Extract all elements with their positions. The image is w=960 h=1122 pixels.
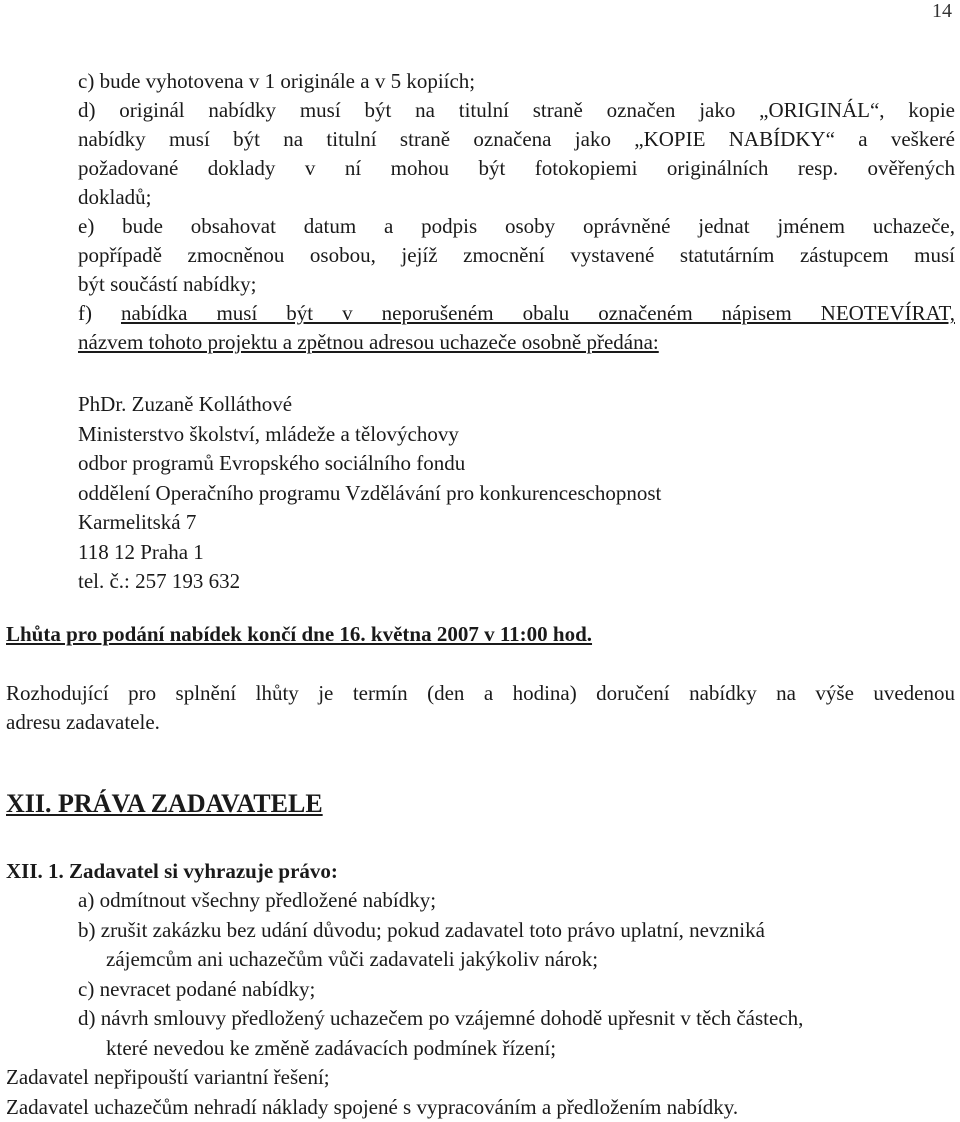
decisive-paragraph: [6, 679, 955, 737]
list-item-c: c) bude vyhotovena v 1 originále a v 5 kopiích;: [78, 67, 955, 96]
address-line: odbor programů Evropského sociálního fondu: [78, 449, 955, 479]
list-item-e-line-2: popřípadě zmocněnou osobou, jejíž zmocnění vystavené statutárním zástupcem musí: [78, 241, 955, 270]
list-item-f-prefix: f): [78, 301, 121, 325]
subsection-title: XII. 1. Zadavatel si vyhrazuje právo:: [6, 857, 955, 886]
address-line: 118 12 Praha 1: [78, 538, 955, 568]
closing-line-1: Zadavatel nepřipouští variantní řešení;: [6, 1063, 955, 1093]
list-item-d-line-4: dokladů;: [78, 183, 955, 212]
address-line: oddělení Operačního programu Vzdělávání pro konkurenceschopnost: [78, 479, 955, 509]
list-item-f-line-2: názvem tohoto projektu a zpětnou adresou uchazeče osobně předána:: [78, 328, 955, 357]
list-item-e-line-1: e) bude obsahovat datum a podpis osoby oprávněné jednat jménem uchazeče,: [78, 212, 955, 241]
rights-item-d-line-1: d) návrh smlouvy předložený uchazečem po vzájemné dohodě upřesnit v těch částech,: [78, 1004, 955, 1034]
decisive-line-2: adresu zadavatele.: [6, 708, 955, 737]
address-line: tel. č.: 257 193 632: [78, 567, 955, 597]
rights-list: [78, 886, 955, 1063]
decisive-line-1: Rozhodující pro splnění lhůty je termín (den a hodina) doručení nabídky na výše uvedenou: [6, 679, 955, 708]
address-line: Ministerstvo školství, mládeže a tělovýchovy: [78, 420, 955, 450]
list-item-f-underlined-1: nabídka musí být v neporušeném obalu označeném nápisem NEOTEVÍRAT,: [121, 301, 955, 325]
submission-deadline: Lhůta pro podání nabídek končí dne 16. května 2007 v 11:00 hod.: [6, 620, 955, 649]
rights-item-c: c) nevracet podané nabídky;: [78, 975, 955, 1005]
section-heading: XII. PRÁVA ZADAVATELE: [6, 789, 323, 819]
list-item-d-line-1: d) originál nabídky musí být na titulní straně označen jako „ORIGINÁL“, kopie: [78, 96, 955, 125]
list-item-e-line-3: být součástí nabídky;: [78, 270, 955, 299]
page-number: 14: [932, 0, 952, 23]
address-block: [78, 390, 955, 597]
list-item-d-line-3: požadované doklady v ní mohou být fotokopiemi originálních resp. ověřených: [78, 154, 955, 183]
closing-line-2: Zadavatel uchazečům nehradí náklady spojené s vypracováním a předložením nabídky.: [6, 1093, 955, 1122]
rights-item-d-line-2: které nevedou ke změně zadávacích podmínek řízení;: [78, 1034, 955, 1064]
offer-requirements-list: [78, 67, 955, 357]
list-item-d-line-2: nabídky musí být na titulní straně označena jako „KOPIE NABÍDKY“ a veškeré: [78, 125, 955, 154]
address-line: PhDr. Zuzaně Kolláthové: [78, 390, 955, 420]
closing-statements: [6, 1063, 955, 1122]
list-item-f-line-1: [78, 299, 955, 328]
rights-item-b-line-2: zájemcům ani uchazečům vůči zadavateli jakýkoliv nárok;: [78, 945, 955, 975]
rights-item-a: a) odmítnout všechny předložené nabídky;: [78, 886, 955, 916]
address-line: Karmelitská 7: [78, 508, 955, 538]
rights-item-b-line-1: b) zrušit zakázku bez udání důvodu; pokud zadavatel toto právo uplatní, nevzniká: [78, 916, 955, 946]
